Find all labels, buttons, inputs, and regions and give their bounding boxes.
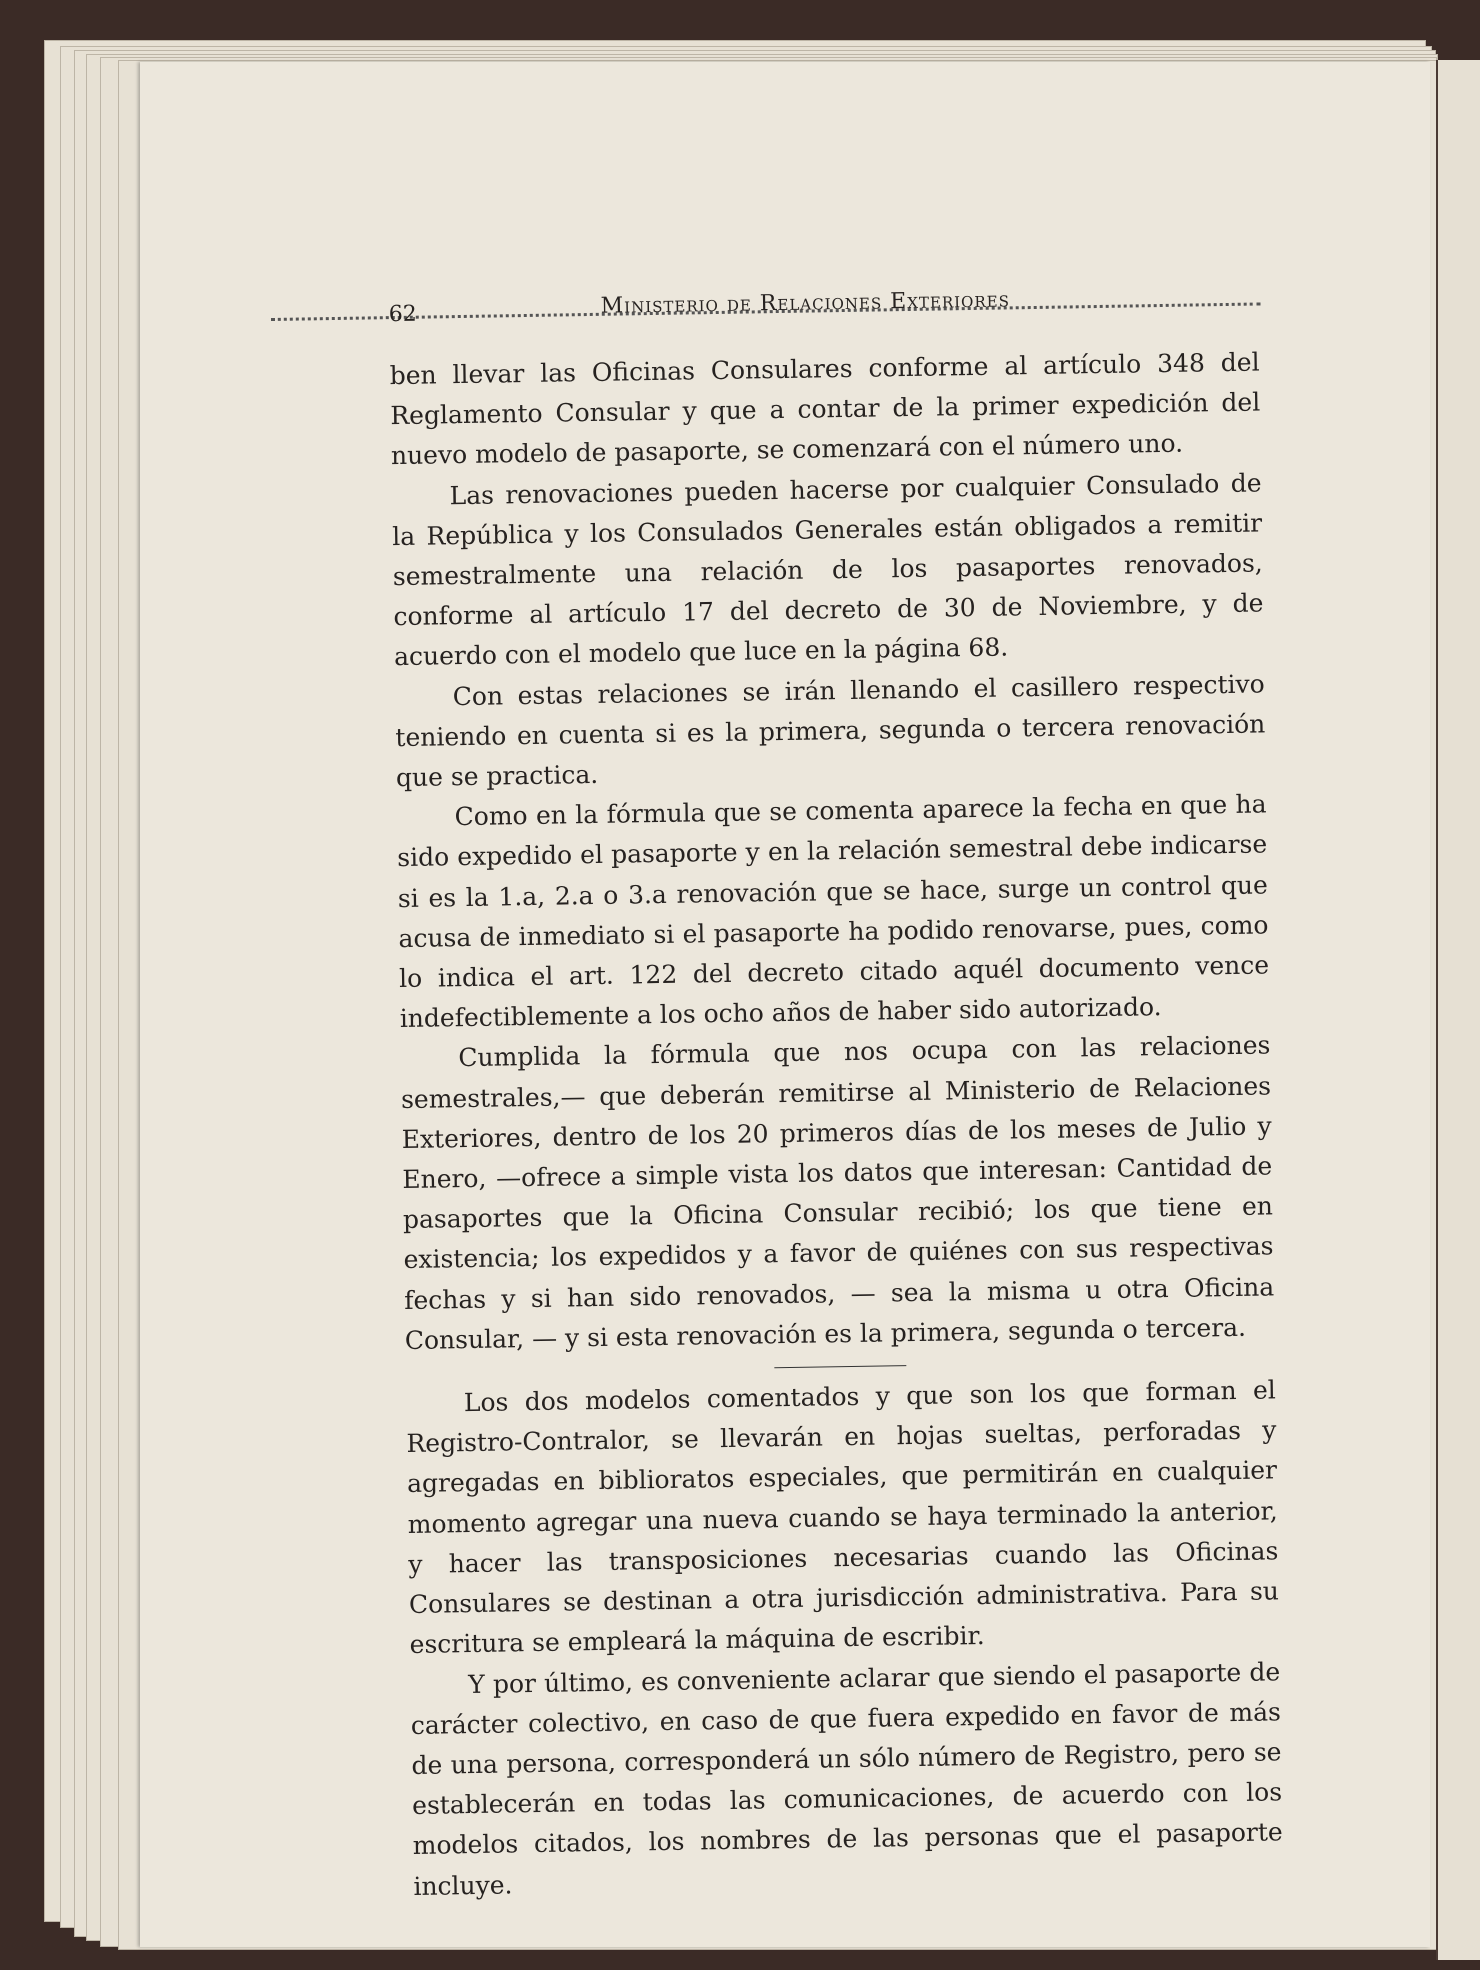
paragraph: Cumplida la fórmula que nos ocupa con las relaciones semestrales,— que deberán remitirse al Ministerio de Relaciones Exteriores, dentro de los 20 primeros días de los meses de Julio y Enero, —ofrece a simple vista los datos que interesan: Cantidad de pasaportes que la Oficina Consular recibió; los que tiene en existencia; los expedidos y a favor de quiénes con sus respectivas fechas y si han sido renovados, — sea la misma u otra Oficina Consular, — y si esta renovación es la primera, segunda o tercera. [400, 1030, 1275, 1355]
paragraph: Las renovaciones pueden hacerse por cualquier Consulado de la República y los Consulados Generales están obligados a remitir semestralmente una relación de los pasaportes renovados, conforme al artículo 17 del decreto de 30 de Noviembre, y de acuerdo con el modelo que luce en la página 68. [392, 468, 1264, 672]
page-number: 62 [388, 301, 417, 328]
paragraph: Con estas relaciones se irán llenando el casillero respectivo teniendo en cuenta si es la primera, segunda o tercera renovación que se practica. [395, 669, 1266, 793]
body-text [389, 342, 1283, 1906]
paragraph: Y por último, es conveniente aclarar que siendo el pasaporte de carácter colectivo, en caso de que fuera expedido en favor de más de una persona, corresponderá un sólo número de Registro, pero se establecerán en todas las comunicaciones, de acuerdo con los modelos citados, los nombres de las personas que el pasaporte incluye. [410, 1656, 1283, 1901]
running-title: Ministerio de Relaciones Exteriores [600, 287, 1011, 319]
paragraph: ben llevar las Oficinas Consulares conforme al artículo 348 del Reglamento Consular y que a contar de la primer expedición del nuevo modelo de pasaporte, se comenzará con el número uno. [389, 347, 1261, 471]
paragraph: Como en la fórmula que se comenta aparece la fecha en que ha sido expedido el pasaporte y en la relación semestral debe indicarse si es la 1.a, 2.a o 3.a renovación que se hace, surge un control que acusa de inmediato si el pasaporte ha podido renovarse, pues, como lo indica el art. 122 del decreto citado aquél documento vence indefectiblemente a los ocho años de haber sido autorizado. [397, 789, 1270, 1034]
paragraph: Los dos modelos comentados y que son los que forman el Registro-Contralor, se llevarán en hojas sueltas, perforadas y agregadas en biblioratos especiales, que permitirán en cualquier momento agregar una nueva cuando se haya terminado la anterior, y hacer las transposiciones necesarias cuando las Oficinas Consulares se destinan a otra jurisdicción administrativa. Para su escritura se empleará la máquina de escribir. [406, 1375, 1280, 1660]
facing-page-edge [1436, 60, 1480, 1960]
section-divider [774, 1365, 906, 1368]
page-content [270, 252, 1283, 1901]
